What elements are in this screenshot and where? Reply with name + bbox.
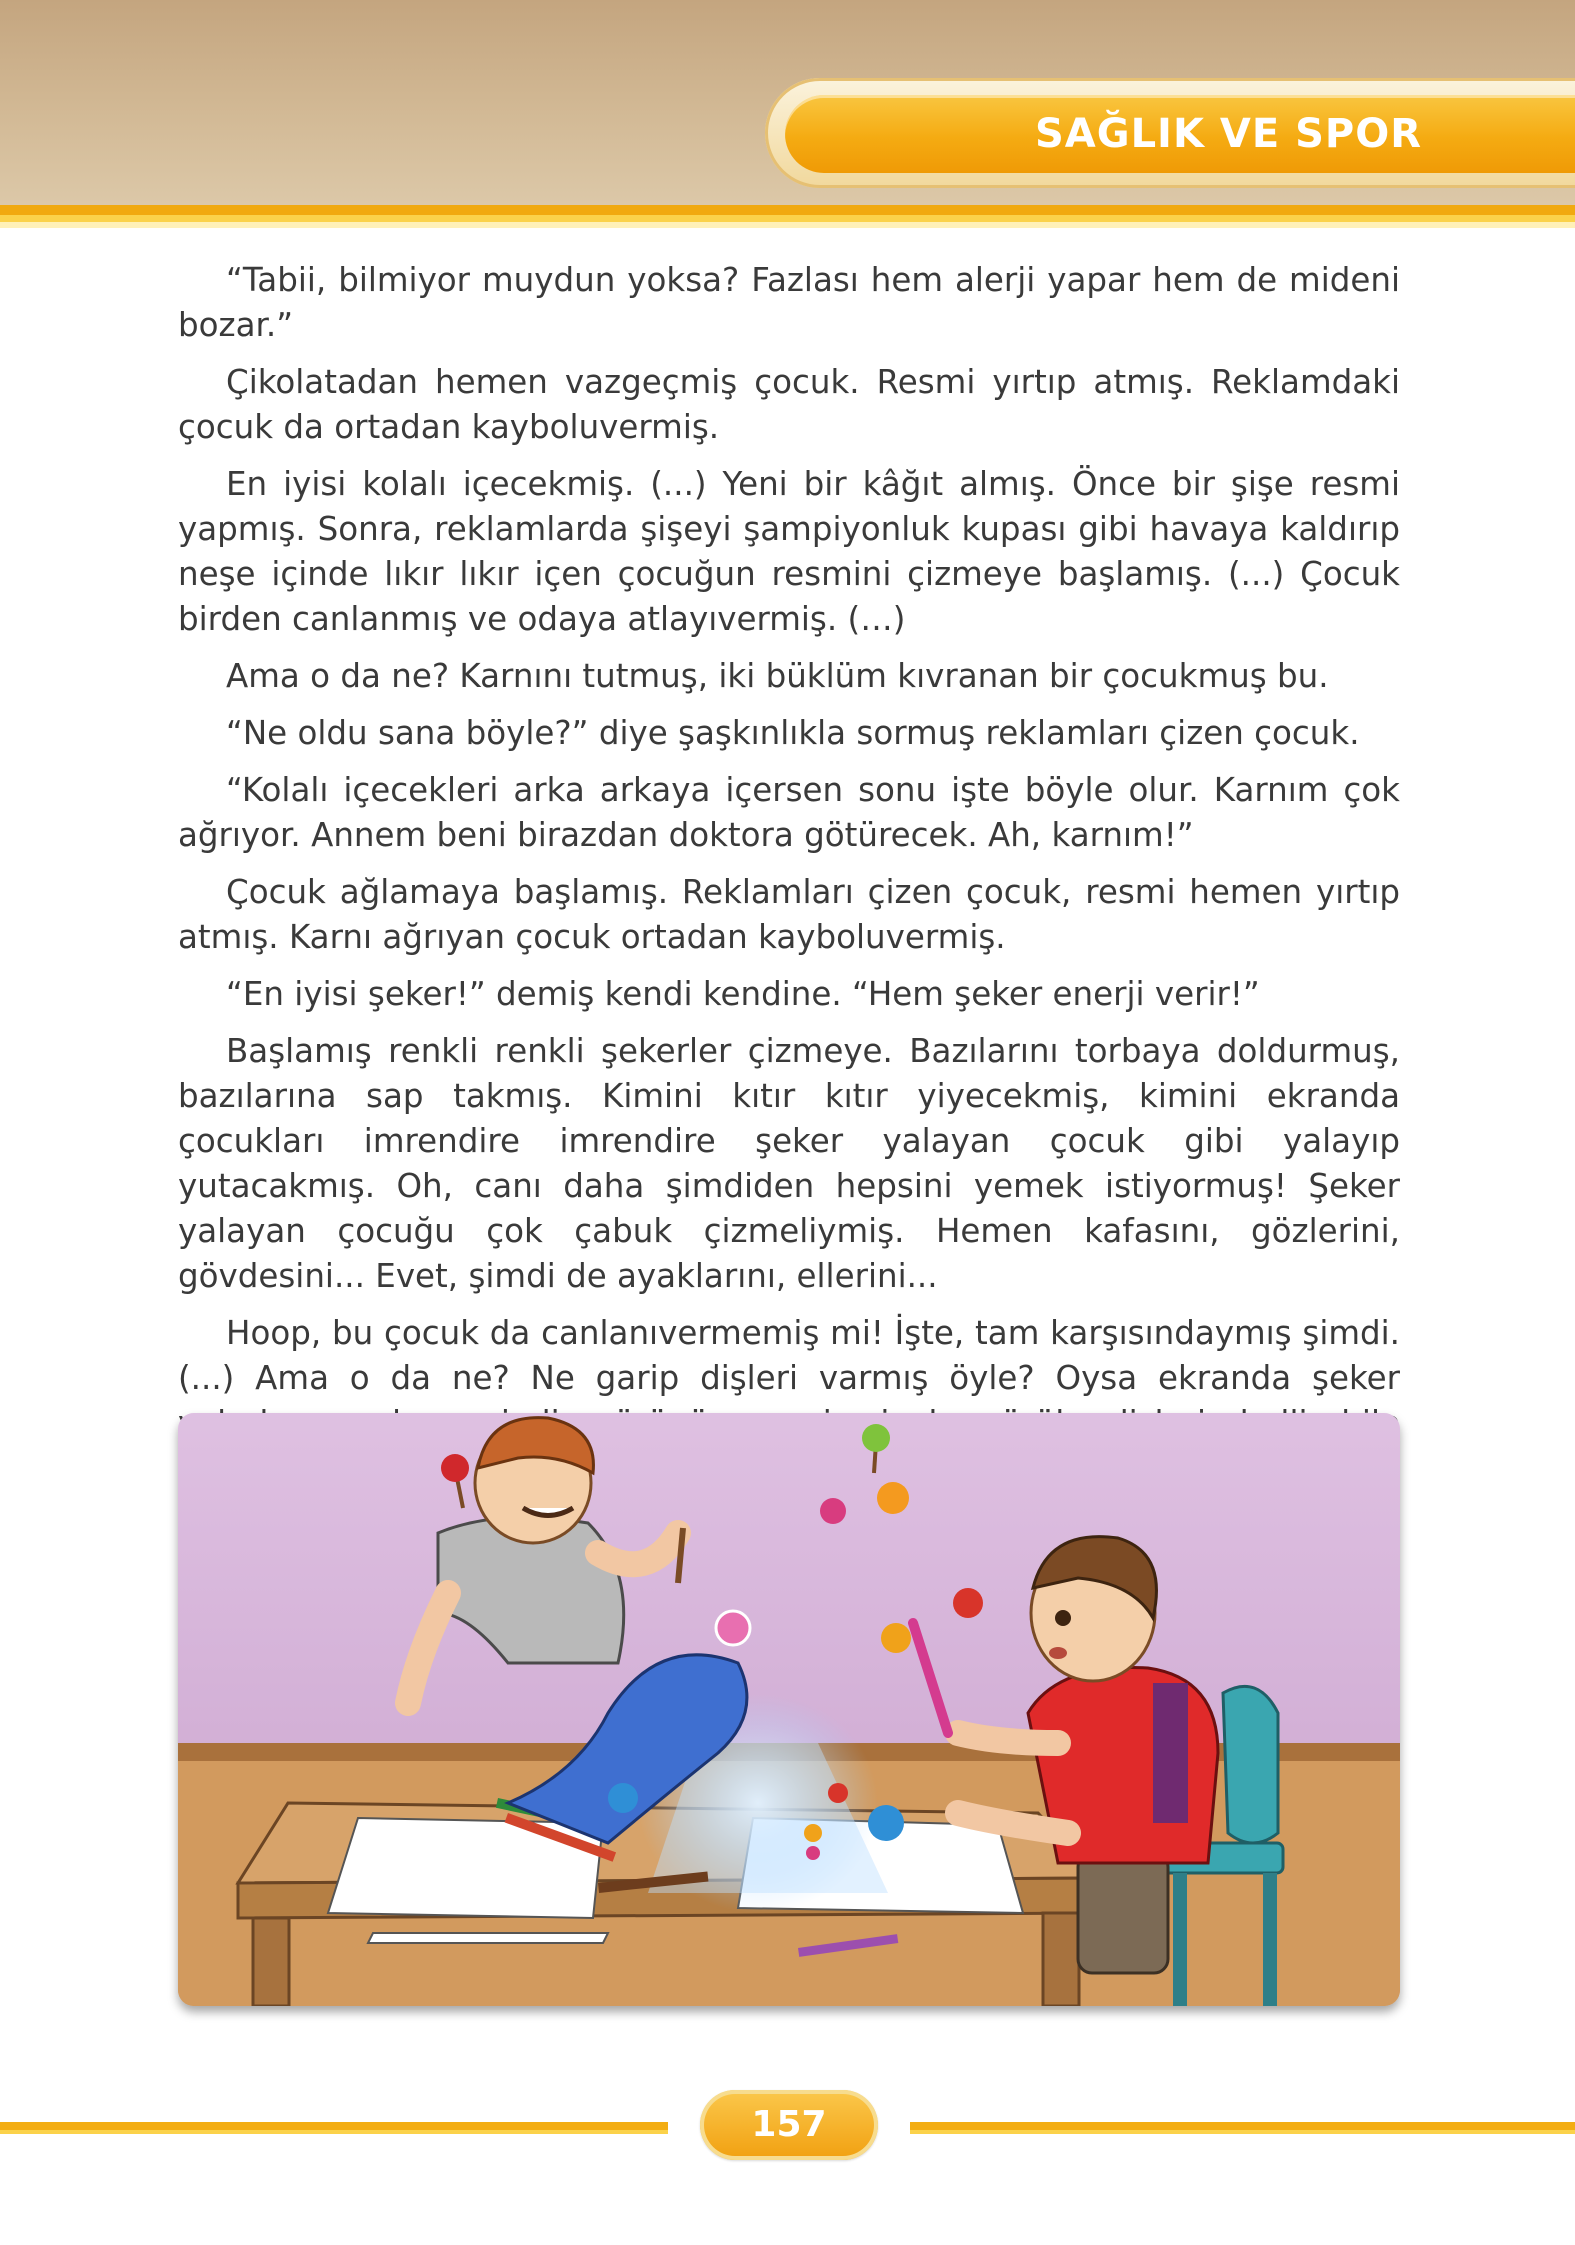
- page-number: 157: [751, 2104, 827, 2145]
- story-paragraph: En iyisi kolalı içecekmiş. (...) Yeni bir kâğıt almış. Önce bir şişe resmi yapmış. Sonra, reklamlarda şişeyi şampiyonluk kupası gibi havaya kaldırıp neşe içinde lıkır lıkır içen çocuğun resmini çizmeye başlamış. (...) Çocuk birden canlanmış ve odaya atlayıvermiş. (…): [178, 465, 1400, 638]
- story-paragraph: “Ne oldu sana böyle?” diye şaşkınlıkla sormuş reklamları çizen çocuk.: [226, 714, 1360, 752]
- header-divider-pale: [0, 222, 1575, 228]
- story-paragraph: “En iyisi şeker!” demiş kendi kendine. “Hem şeker enerji verir!”: [226, 975, 1260, 1013]
- footer-rule-left-light: [0, 2130, 668, 2134]
- footer-rule-right-light: [910, 2130, 1575, 2134]
- story-paragraph: Çikolatadan hemen vazgeçmiş çocuk. Resmi yırtıp atmış. Reklamdaki çocuk da ortadan kayboluvermiş.: [178, 363, 1400, 446]
- story-paragraph: Çocuk ağlamaya başlamış. Reklamları çizen çocuk, resmi hemen yırtıp atmış. Karnı ağrıyan çocuk ortadan kayboluvermiş.: [178, 873, 1400, 956]
- story-paragraph: “Kolalı içecekleri arka arkaya içersen sonu işte böyle olur. Karnım çok ağrıyor. Annem beni birazdan doktora götürecek. Ah, karnım!”: [178, 771, 1400, 854]
- header-divider-light: [0, 215, 1575, 222]
- story-paragraph: “Tabii, bilmiyor muydun yoksa? Fazlası hem alerji yapar hem de mideni bozar.”: [178, 261, 1400, 344]
- footer-rule-right: [910, 2122, 1575, 2130]
- story-paragraph: Başlamış renkli renkli şekerler çizmeye. Bazılarını torbaya doldurmuş, bazılarına sap takmış. Kimini kıtır kıtır yiyecekmiş, kimini ekranda çocukları imrendire imrendire şeker yalayan çocuk gibi yalayıp yutacakmış. Oh, canı daha şimdiden hepsini yemek istiyormuş! Şeker yalayan çocuğu çok çabuk çizmeliymiş. Hemen kafasını, gözlerini, gövdesini... Evet, şimdi de ayaklarını, ellerini...: [178, 1032, 1400, 1295]
- story-paragraph: Ama o da ne? Karnını tutmuş, iki büklüm kıvranan bir çocukmuş bu.: [226, 657, 1329, 695]
- header-divider: [0, 205, 1575, 215]
- story-paragraph: Hoop, bu çocuk da canlanıvermemiş mi! İşte, tam karşısındaymış şimdi. (...) Ama o da ne? Ne garip dişleri varmış öyle? Oysa ekranda şeker: [178, 1314, 1400, 1397]
- story-text: [178, 258, 1400, 1503]
- footer-rule-left: [0, 2122, 668, 2130]
- story-illustration: [178, 1413, 1400, 2006]
- section-title: SAĞLIK VE SPOR: [1034, 111, 1422, 157]
